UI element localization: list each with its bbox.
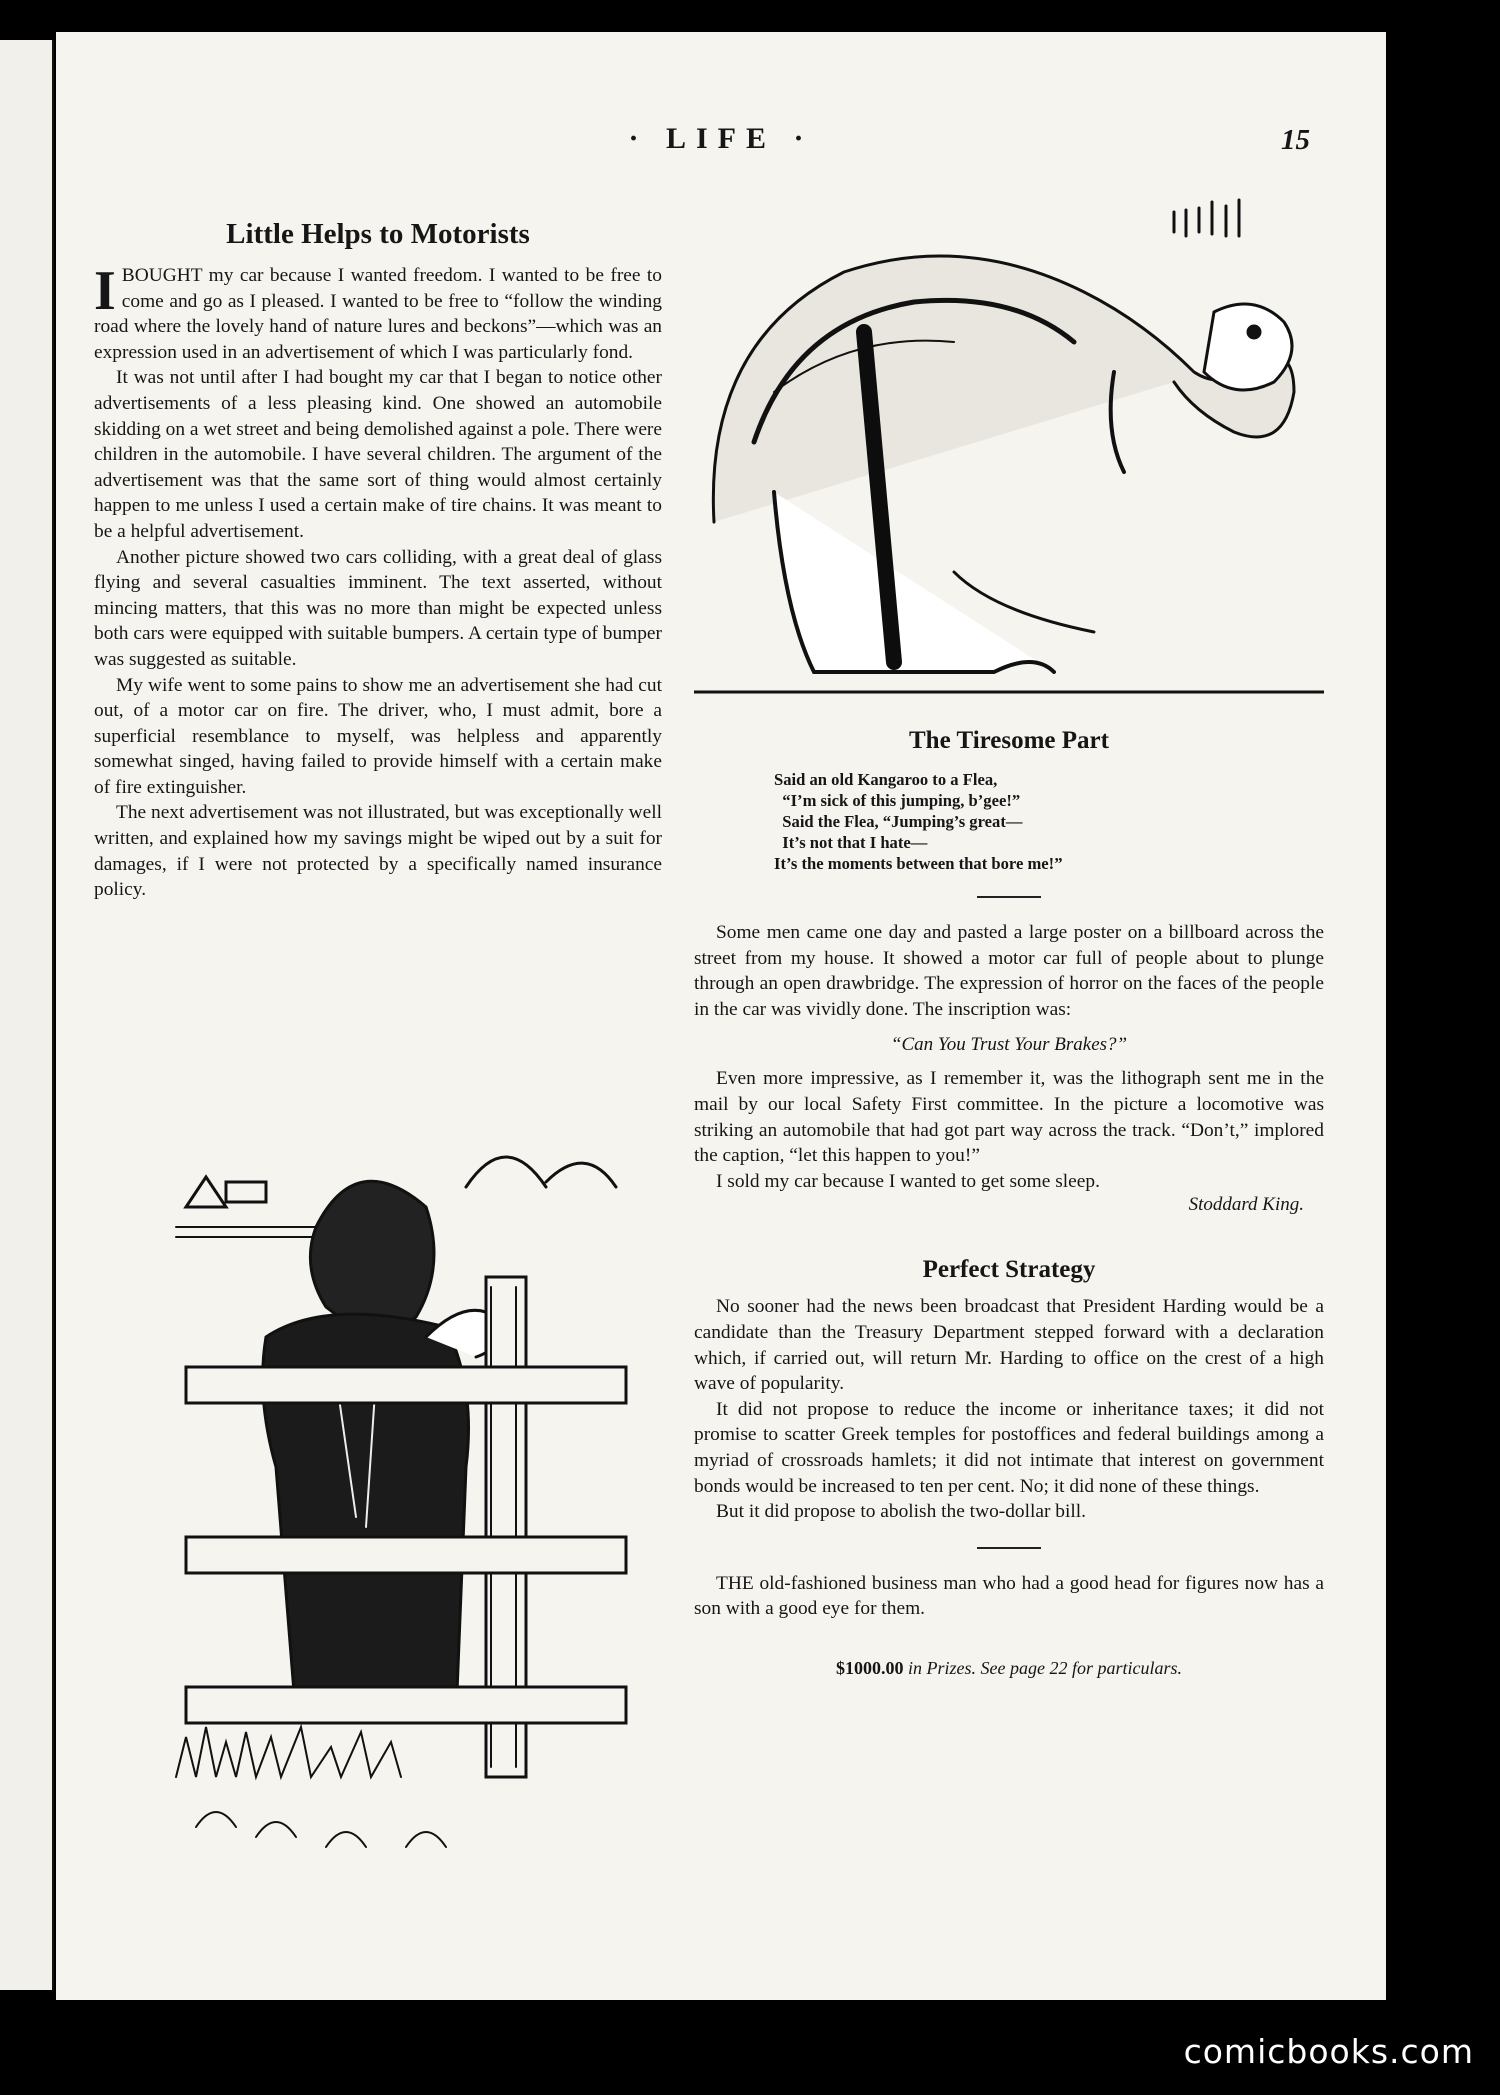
author-signature: Stoddard King. <box>1188 1194 1304 1216</box>
prize-notice <box>694 1658 1324 1679</box>
binding-spine <box>0 40 54 1990</box>
squib-paragraph: THE old-fashioned business man who had a good head for figures now has a son with a good eye for them. <box>694 1572 1324 1620</box>
farmer-fence-illustration <box>166 1077 666 1877</box>
paragraph: The next advertisement was not illustrated, but was exceptionally well written, and explained how my savings might be wiped out by a suit for damages, if I were not protected by a specifically named insurance policy. <box>94 802 663 901</box>
poem-line: It’s the moments between that bore me!” <box>774 854 1063 873</box>
right-column <box>694 192 1324 1679</box>
prize-amount: $1000.00 <box>836 1657 904 1678</box>
first-paragraph-text: BOUGHT my car because I wanted freedom. I wanted to be free to come and go as I pleased. I wanted to be free to “follow the winding road where the lovely hand of nature lures and beckons”—which was an expression used in an advertisement of which I was particularly fond. <box>94 265 662 363</box>
poem-line: Said the Flea, “Jumping’s great— <box>774 812 1023 831</box>
drop-cap: I <box>94 260 116 322</box>
paragraph: But it did propose to abolish the two-dollar bill. <box>716 1501 1087 1523</box>
inscription: “Can You Trust Your Brakes?” <box>890 1034 1128 1056</box>
paragraph: No sooner had the news been broadcast that President Harding would be a candidate than the Treasury Department stepped forward with a declaration which, if carried out, will return Mr. Harding to office on the crest of a high wave of popularity. <box>694 1296 1324 1395</box>
paragraph: I sold my car because I wanted to get some sleep. <box>716 1170 1100 1192</box>
divider-rule <box>977 896 1041 898</box>
left-column <box>94 182 662 903</box>
article-title: Perfect Strategy <box>922 1256 1096 1284</box>
paragraph: Some men came one day and pasted a large poster on a billboard across the street from my house. It showed a motor car full of people about to plunge through an open drawbridge. The expression of horror on the faces of the people in the car was vividly done. The inscription was: <box>694 922 1324 1020</box>
first-paragraph <box>94 260 662 365</box>
paragraph: It was not until after I had bought my car that I began to notice other advertisements of a less pleasing kind. One showed an automobile skidding on a wet street and being demolished against a pole. There were children in the automobile. I have several children. The argument of the advertisement was that the same sort of thing would almost certainly happen to me unless I used a certain make of tire chains. It was meant to be a helpful advertisement. <box>94 367 662 542</box>
paragraph: Another picture showed two cars colliding, with a great deal of glass flying and several casualties imminent. The text asserted, without mincing matters, that this was no more than might be expected unless both cars were equipped with suitable bumpers. A certain type of bumper was suggested as suitable. <box>94 546 662 670</box>
kangaroo-flea-illustration <box>694 192 1324 712</box>
magazine-page <box>56 32 1386 2000</box>
paragraph: It did not propose to reduce the income or inheritance taxes; it did not promise to scatter Greek temples for postoffices and federal buildings among a myriad of crossroads hamlets; it did not intimate that interest on government bonds would be increased to ten per cent. No; it did none of these things. <box>694 1398 1324 1497</box>
poem-line: Said an old Kangaroo to a Flea, <box>774 770 998 789</box>
poem-line: “I’m sick of this jumping, b’gee!” <box>774 791 1021 810</box>
prize-text: in Prizes. See page 22 for particulars. <box>908 1657 1182 1678</box>
page-number: 15 <box>1281 124 1310 156</box>
poem-title: The Tiresome Part <box>909 727 1109 754</box>
article-title: Little Helps to Motorists <box>226 218 530 250</box>
running-header: · LIFE · <box>628 122 814 155</box>
poem-line: It’s not that I hate— <box>774 833 928 852</box>
poem-body <box>774 769 1324 874</box>
paragraph: My wife went to some pains to show me an advertisement she had cut out, of a motor car on fire. The driver, who, I must admit, bore a superficial resemblance to myself, was helpless and apparently somewhat singed, having failed to provide himself with a certain make of fire extinguisher. <box>94 674 662 798</box>
site-watermark: comicbooks.com <box>1183 2032 1474 2071</box>
divider-rule <box>977 1547 1041 1549</box>
paragraph: Even more impressive, as I remember it, was the lithograph sent me in the mail by our local Safety First committee. In the picture a locomotive was striking an automobile that had got part way across the track. “Don’t,” implored the caption, “let this happen to you!” <box>694 1068 1324 1167</box>
